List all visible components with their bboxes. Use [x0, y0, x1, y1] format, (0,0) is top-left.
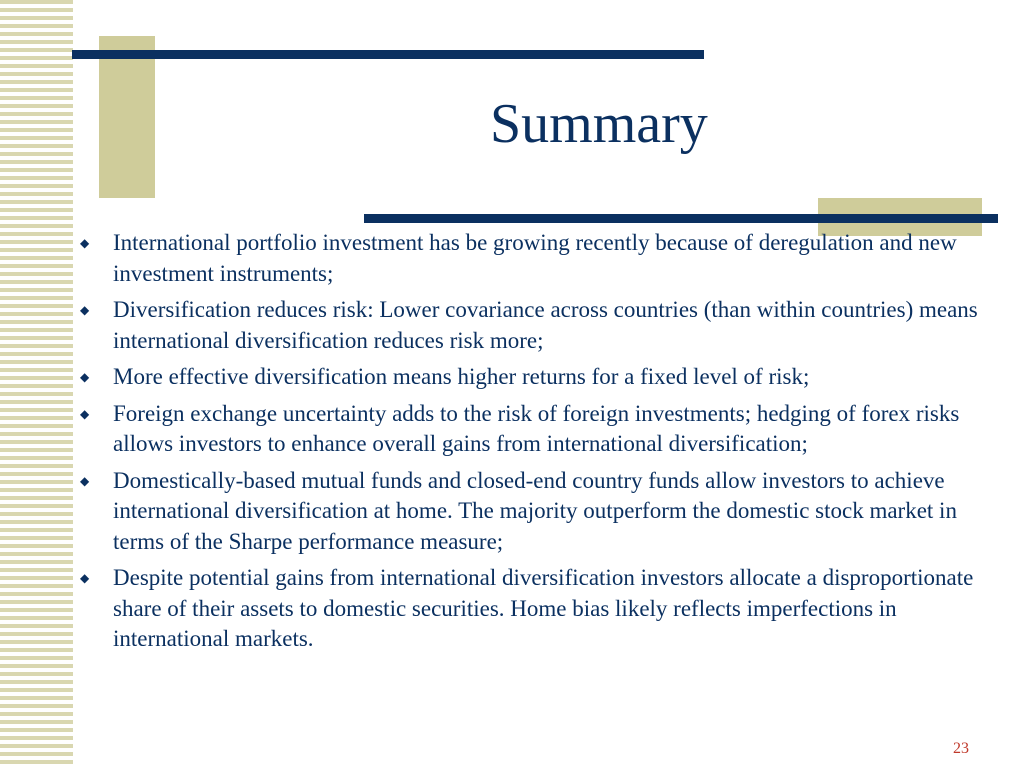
striped-sidebar-decoration — [0, 0, 73, 768]
bullet-list — [80, 228, 985, 661]
top-accent-bar — [72, 50, 704, 59]
bullet-text: Domestically-based mutual funds and closed-end country funds allow investors to achieve international diversification at home. The majority outperform the domestic stock market in terms of the Sharpe performance measure; — [113, 467, 957, 554]
bullet-item — [80, 466, 985, 558]
bullet-item — [80, 362, 985, 393]
title-underline-bar — [364, 214, 998, 223]
bullet-item — [80, 399, 985, 460]
page-number: 23 — [953, 740, 969, 757]
bullet-text: Diversification reduces risk: Lower covariance across countries (than within countries) means international diversification reduces risk more; — [113, 297, 978, 353]
tan-block-decoration — [99, 36, 155, 198]
bullet-item — [80, 295, 985, 356]
diamond-bullet-icon: ◆ — [80, 406, 90, 421]
diamond-bullet-icon: ◆ — [80, 370, 90, 384]
diamond-bullet-icon: ◆ — [80, 473, 90, 488]
bullet-text: Despite potential gains from international diversification investors allocate a disproportionate share of their assets to domestic securities. Home bias likely reflects imperfections in international markets. — [113, 565, 974, 651]
bullet-item — [80, 563, 985, 655]
diamond-bullet-icon: ◆ — [80, 303, 90, 317]
diamond-bullet-icon: ◆ — [80, 571, 90, 585]
bullet-text: More effective diversification means higher returns for a fixed level of risk; — [113, 364, 810, 389]
bullet-item — [80, 228, 985, 289]
slide-title: Summary — [490, 93, 708, 155]
diamond-bullet-icon: ◆ — [80, 236, 90, 250]
bullet-text: International portfolio investment has be growing recently because of deregulation and new investment instruments; — [113, 230, 957, 286]
bullet-text: Foreign exchange uncertainty adds to the risk of foreign investments; hedging of forex risks allows investors to enhance overall gains from international diversification; — [113, 400, 960, 456]
